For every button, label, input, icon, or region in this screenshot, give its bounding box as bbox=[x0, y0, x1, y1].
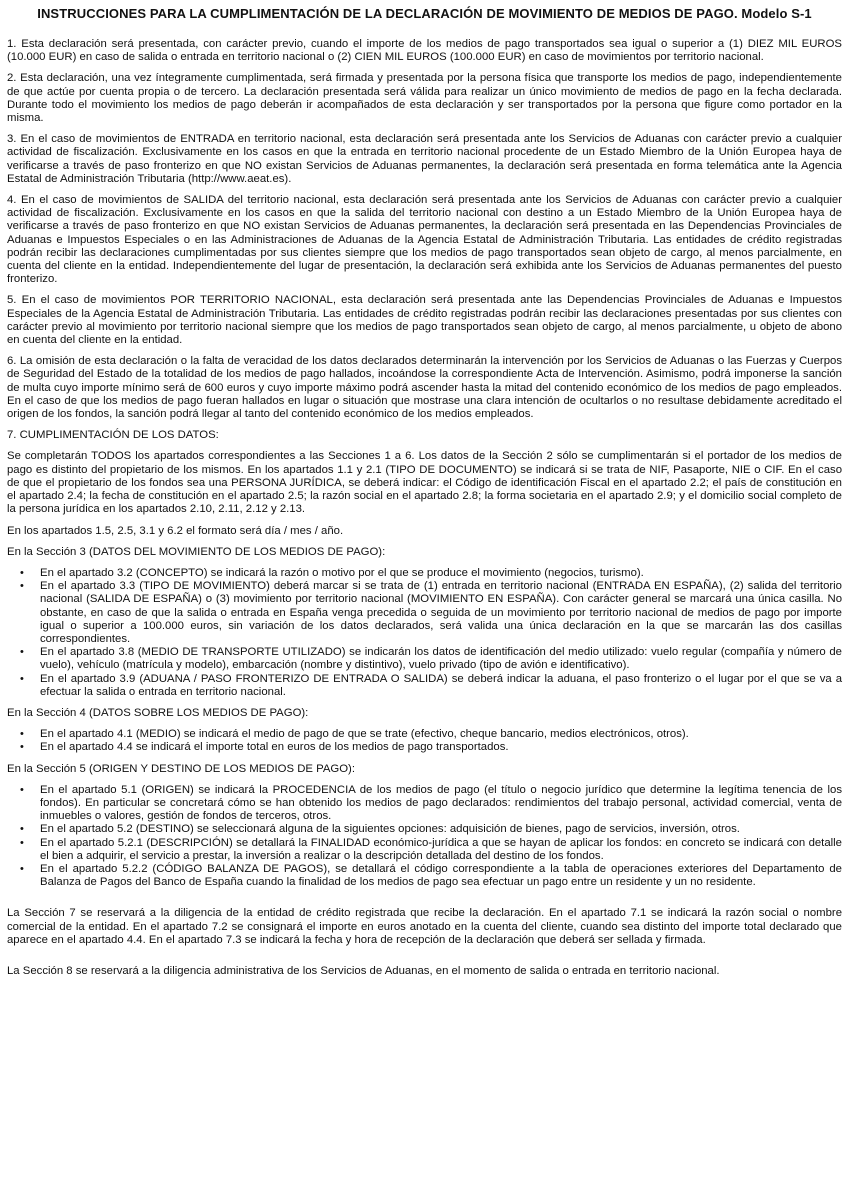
list-item bbox=[20, 823, 842, 836]
seccion-3-heading: En la Sección 3 (DATOS DEL MOVIMIENTO DE LOS MEDIOS DE PAGO): bbox=[7, 545, 386, 558]
list-item-text: En el apartado 3.9 (ADUANA / PASO FRONTERIZO DE ENTRADA O SALIDA) se deberá indicar la aduana, el paso fronterizo o el lugar por el que se va a efectuar la salida o entrada en territorio nacional. bbox=[40, 672, 842, 698]
list-item-text: En el apartado 5.2.2 (CÓDIGO BALANZA DE PAGOS), se detallará el código correspondiente a la tabla de operaciones exteriores del Departamento de Balanza de Pagos del Banco de España cuando la finalidad de los medios de pago sea efectuar un pago entre un residente y un no residente. bbox=[40, 862, 842, 889]
list-item bbox=[20, 580, 842, 646]
bullet-icon: • bbox=[20, 823, 24, 836]
date-format-note: En los apartados 1.5, 2.5, 3.1 y 6.2 el formato será día / mes / año. bbox=[7, 524, 344, 537]
document-title: INSTRUCCIONES PARA LA CUMPLIMENTACIÓN DE LA DECLARACIÓN DE MOVIMIENTO DE MEDIOS DE PAGO. Modelo S-1 bbox=[37, 6, 812, 21]
list-item-text: En el apartado 5.2.1 (DESCRIPCIÓN) se detallará la FINALIDAD económico-jurídica a que se hayan de aplicar los fondos: en concreto se indicará con detalle el bien a adquirir, el servicio a prestar, la inversión a realizar o la descripción detallada del destino de los fondos. bbox=[40, 836, 842, 862]
spacer bbox=[7, 955, 842, 965]
paragraph-5: 5. En el caso de movimientos POR TERRITORIO NACIONAL, esta declaración será presentada ante las Dependencias Provinciales de Aduanas e Impuestos Especiales de la Agencia Estatal de Administración Tributaria. Las entidades de crédito registradas podrán recibir las declaraciones presentadas por sus clientes con carácter previo al movimiento por territorio nacional siempre que los medios de pago transportados sean objeto de cargo, al menos parcialmente, u objeto de abono en cuenta del cliente en la entidad. bbox=[7, 294, 842, 347]
paragraph-4: 4. En el caso de movimientos de SALIDA del territorio nacional, esta declaración será presentada ante los Servicios de Aduanas con carácter previo a cualquier actividad de fiscalización. Exclusivamente en los casos en que la salida del territorio nacional con destino a un Estado Miembro de la Unión Europea haya de verificarse a través de paso fronterizo en que NO existan Servicios de Aduanas permanentes, la declaración será presentada en las Dependencias Provinciales de Aduanas e Impuestos Especiales o en las Administraciones de Aduanas de la Agencia Estatal de Administración Tributaria. Las entidades de crédito registradas podrán recibir las declaraciones cumplimentadas por sus clientes siempre que los medios de pago transportados sean objeto de cargo, al menos parcialmente, en cuenta del cliente en la entidad. Independientemente del lugar de presentación, la declaración será exhibida ante los Servicios de Aduanas permanentes del puesto fronterizo. bbox=[7, 194, 842, 286]
paragraph-1: 1. Esta declaración será presentada, con carácter previo, cuando el importe de los medios de pago transportados sea igual o superior a (1) DIEZ MIL EUROS (10.000 EUR) en caso de salida o entrada en territorio nacional o (2) CIEN MIL EUROS (100.000 EUR) en caso de movimientos por territorio nacional. bbox=[7, 38, 842, 64]
paragraph-3: 3. En el caso de movimientos de ENTRADA en territorio nacional, esta declaración será presentada ante los Servicios de Aduanas con carácter previo a cualquier actividad de fiscalización. Exclusivamente en los casos en que la entrada en territorio nacional procedente de un Estado Miembro de la Unión Europea haya de verificarse a través de paso fronterizo en que NO existan Servicios de Aduanas permanentes, la declaración será presentada en forma telemática ante la Agencia Estatal de Administración Tributaria (http://www.aeat.es). bbox=[7, 133, 842, 185]
bullet-icon: • bbox=[20, 741, 24, 754]
seccion-3-list bbox=[7, 567, 842, 699]
bullet-icon: • bbox=[20, 566, 24, 579]
list-item-text: En el apartado 5.1 (ORIGEN) se indicará la PROCEDENCIA de los medios de pago (el título o negocio jurídico que determine la legítima tenencia de los fondos). En particular se concretará cómo se han obtenido los medios de pago declarados: rendimientos del trabajo personal, actividad comercial, venta de inmuebles o valores, gestión de fondos de terceros, otros. bbox=[40, 783, 842, 823]
seccion-5-heading: En la Sección 5 (ORIGEN Y DESTINO DE LOS MEDIOS DE PAGO): bbox=[7, 762, 355, 775]
seccion-4-heading: En la Sección 4 (DATOS SOBRE LOS MEDIOS DE PAGO): bbox=[7, 706, 309, 719]
list-item bbox=[20, 646, 842, 672]
seccion-4-list bbox=[7, 728, 842, 754]
list-item-text: En el apartado 5.2 (DESTINO) se seleccionará alguna de la siguientes opciones: adquisición de bienes, pago de servicios, inversión, otros. bbox=[40, 823, 740, 836]
section-7-intro: Se completarán TODOS los apartados correspondientes a las Secciones 1 a 6. Los datos de la Sección 2 sólo se cumplimentarán si el portador de los medios de pago es distinto del propietario de los mismos. En los apartados 1.1 y 2.1 (TIPO DE DOCUMENTO) se indicará si se trata de NIF, Pasaporte, NIE o CIF. En el caso de que el propietario de los fondos sea una PERSONA JURÍDICA, se deberá indicar: el Código de identificación Fiscal en el apartado 2.2; el país de constitución en el apartado 2.4; la fecha de constitución en el apartado 2.5; la razón social en el apartado 2.8; la forma societaria en el apartado 2.9; y el domicilio social completo de la persona jurídica en los apartados 2.10, 2.11, 2.12 y 2.13. bbox=[7, 450, 842, 516]
list-item-text: En el apartado 4.4 se indicará el importe total en euros de los medios de pago transportados. bbox=[40, 741, 509, 754]
list-item bbox=[20, 862, 842, 889]
seccion-5-list bbox=[7, 784, 842, 890]
list-item-text: En el apartado 4.1 (MEDIO) se indicará el medio de pago de que se trate (efectivo, cheque bancario, medios electrónicos, otros). bbox=[40, 728, 689, 741]
bullet-icon: • bbox=[20, 783, 24, 796]
bullet-icon: • bbox=[20, 580, 24, 593]
seccion-8-paragraph: La Sección 8 se reservará a la diligencia administrativa de los Servicios de Aduanas, en el momento de salida o entrada en territorio nacional. bbox=[7, 964, 720, 977]
bullet-icon: • bbox=[20, 862, 24, 875]
list-item bbox=[20, 566, 842, 580]
list-item bbox=[20, 728, 842, 741]
seccion-7-paragraph: La Sección 7 se reservará a la diligencia de la entidad de crédito registrada que recibe la declaración. En el apartado 7.1 se indicará la razón social o nombre comercial de la entidad. En el apartado 7.2 se consignará el importe en euros anotado en la cuenta del cliente, cuando sea distinto del importe total declarado que aparece en el apartado 4.4. En el apartado 7.3 se indicará la fecha y hora de recepción de la declaración que deberá ser sellada y firmada. bbox=[7, 907, 842, 946]
list-item bbox=[20, 672, 842, 699]
paragraph-2: 2. Esta declaración, una vez íntegramente cumplimentada, será firmada y presentada por la persona física que transporte los medios de pago, independientemente de que actúe por cuenta propia o de tercero. La declaración presentada será válida para realizar un único movimiento de medios de pago en la fecha declarada. Durante todo el movimiento los medios de pago deberán ir acompañados de esta declaración y ser transportados por la persona que figure como portador en la misma. bbox=[7, 72, 842, 125]
bullet-icon: • bbox=[20, 728, 24, 741]
list-item-text: En el apartado 3.3 (TIPO DE MOVIMIENTO) deberá marcar si se trata de (1) entrada en territorio nacional (ENTRADA EN ESPAÑA), (2) salida del territorio nacional (SALIDA DE ESPAÑA) o (3) movimiento por territorio nacional (MOVIMIENTO EN ESPAÑA). Con carácter general se marcará una única casilla. No obstante, en caso de que la salida o entrada en España venga precedida o seguida de un movimiento por territorio nacional de medios de pago por importe igual o superior a 100.000 euros, sin variación de los datos declarados, será valida una única declaración en la que se marcarán las dos casillas correspondientes. bbox=[40, 580, 842, 645]
list-item-text: En el apartado 3.2 (CONCEPTO) se indicará la razón o motivo por el que se produce el movimiento (negocios, turismo). bbox=[40, 566, 644, 579]
spacer bbox=[7, 897, 842, 907]
list-item-text: En el apartado 3.8 (MEDIO DE TRANSPORTE UTILIZADO) se indicarán los datos de identificación del medio utilizado: vuelo regular (compañía y número de vuelo), vehículo (matrícula y modelo), embarcación (nombre y distintivo), vuelo privado (tipo de avión e identificativo). bbox=[40, 646, 842, 672]
bullet-icon: • bbox=[20, 836, 24, 849]
list-item bbox=[20, 741, 842, 754]
list-item bbox=[20, 783, 842, 824]
paragraph-6: 6. La omisión de esta declaración o la falta de veracidad de los datos declarados determinarán la intervención por los Servicios de Aduanas o las Fuerzas y Cuerpos de Seguridad del Estado de la totalidad de los medios de pago hallados, incoándose la correspondiente Acta de Intervención. Asimismo, podrá imponerse la sanción de multa cuyo importe mínimo será de 600 euros y cuyo importe máximo podrá ascender hasta la mitad del contenido económico de los medios de pago empleados. En el caso de que los medios de pago fueran hallados en lugar o situación que mostrase una clara intención de ocultarlos o no resultase debidamente acreditado el origen de los fondos, la sanción podrá llegar al tanto del contenido económico de los medios empleados. bbox=[7, 355, 842, 421]
section-7-heading: 7. CUMPLIMENTACIÓN DE LOS DATOS: bbox=[7, 429, 219, 442]
bullet-icon: • bbox=[20, 672, 24, 685]
bullet-icon: • bbox=[20, 646, 24, 659]
list-item bbox=[20, 836, 842, 863]
